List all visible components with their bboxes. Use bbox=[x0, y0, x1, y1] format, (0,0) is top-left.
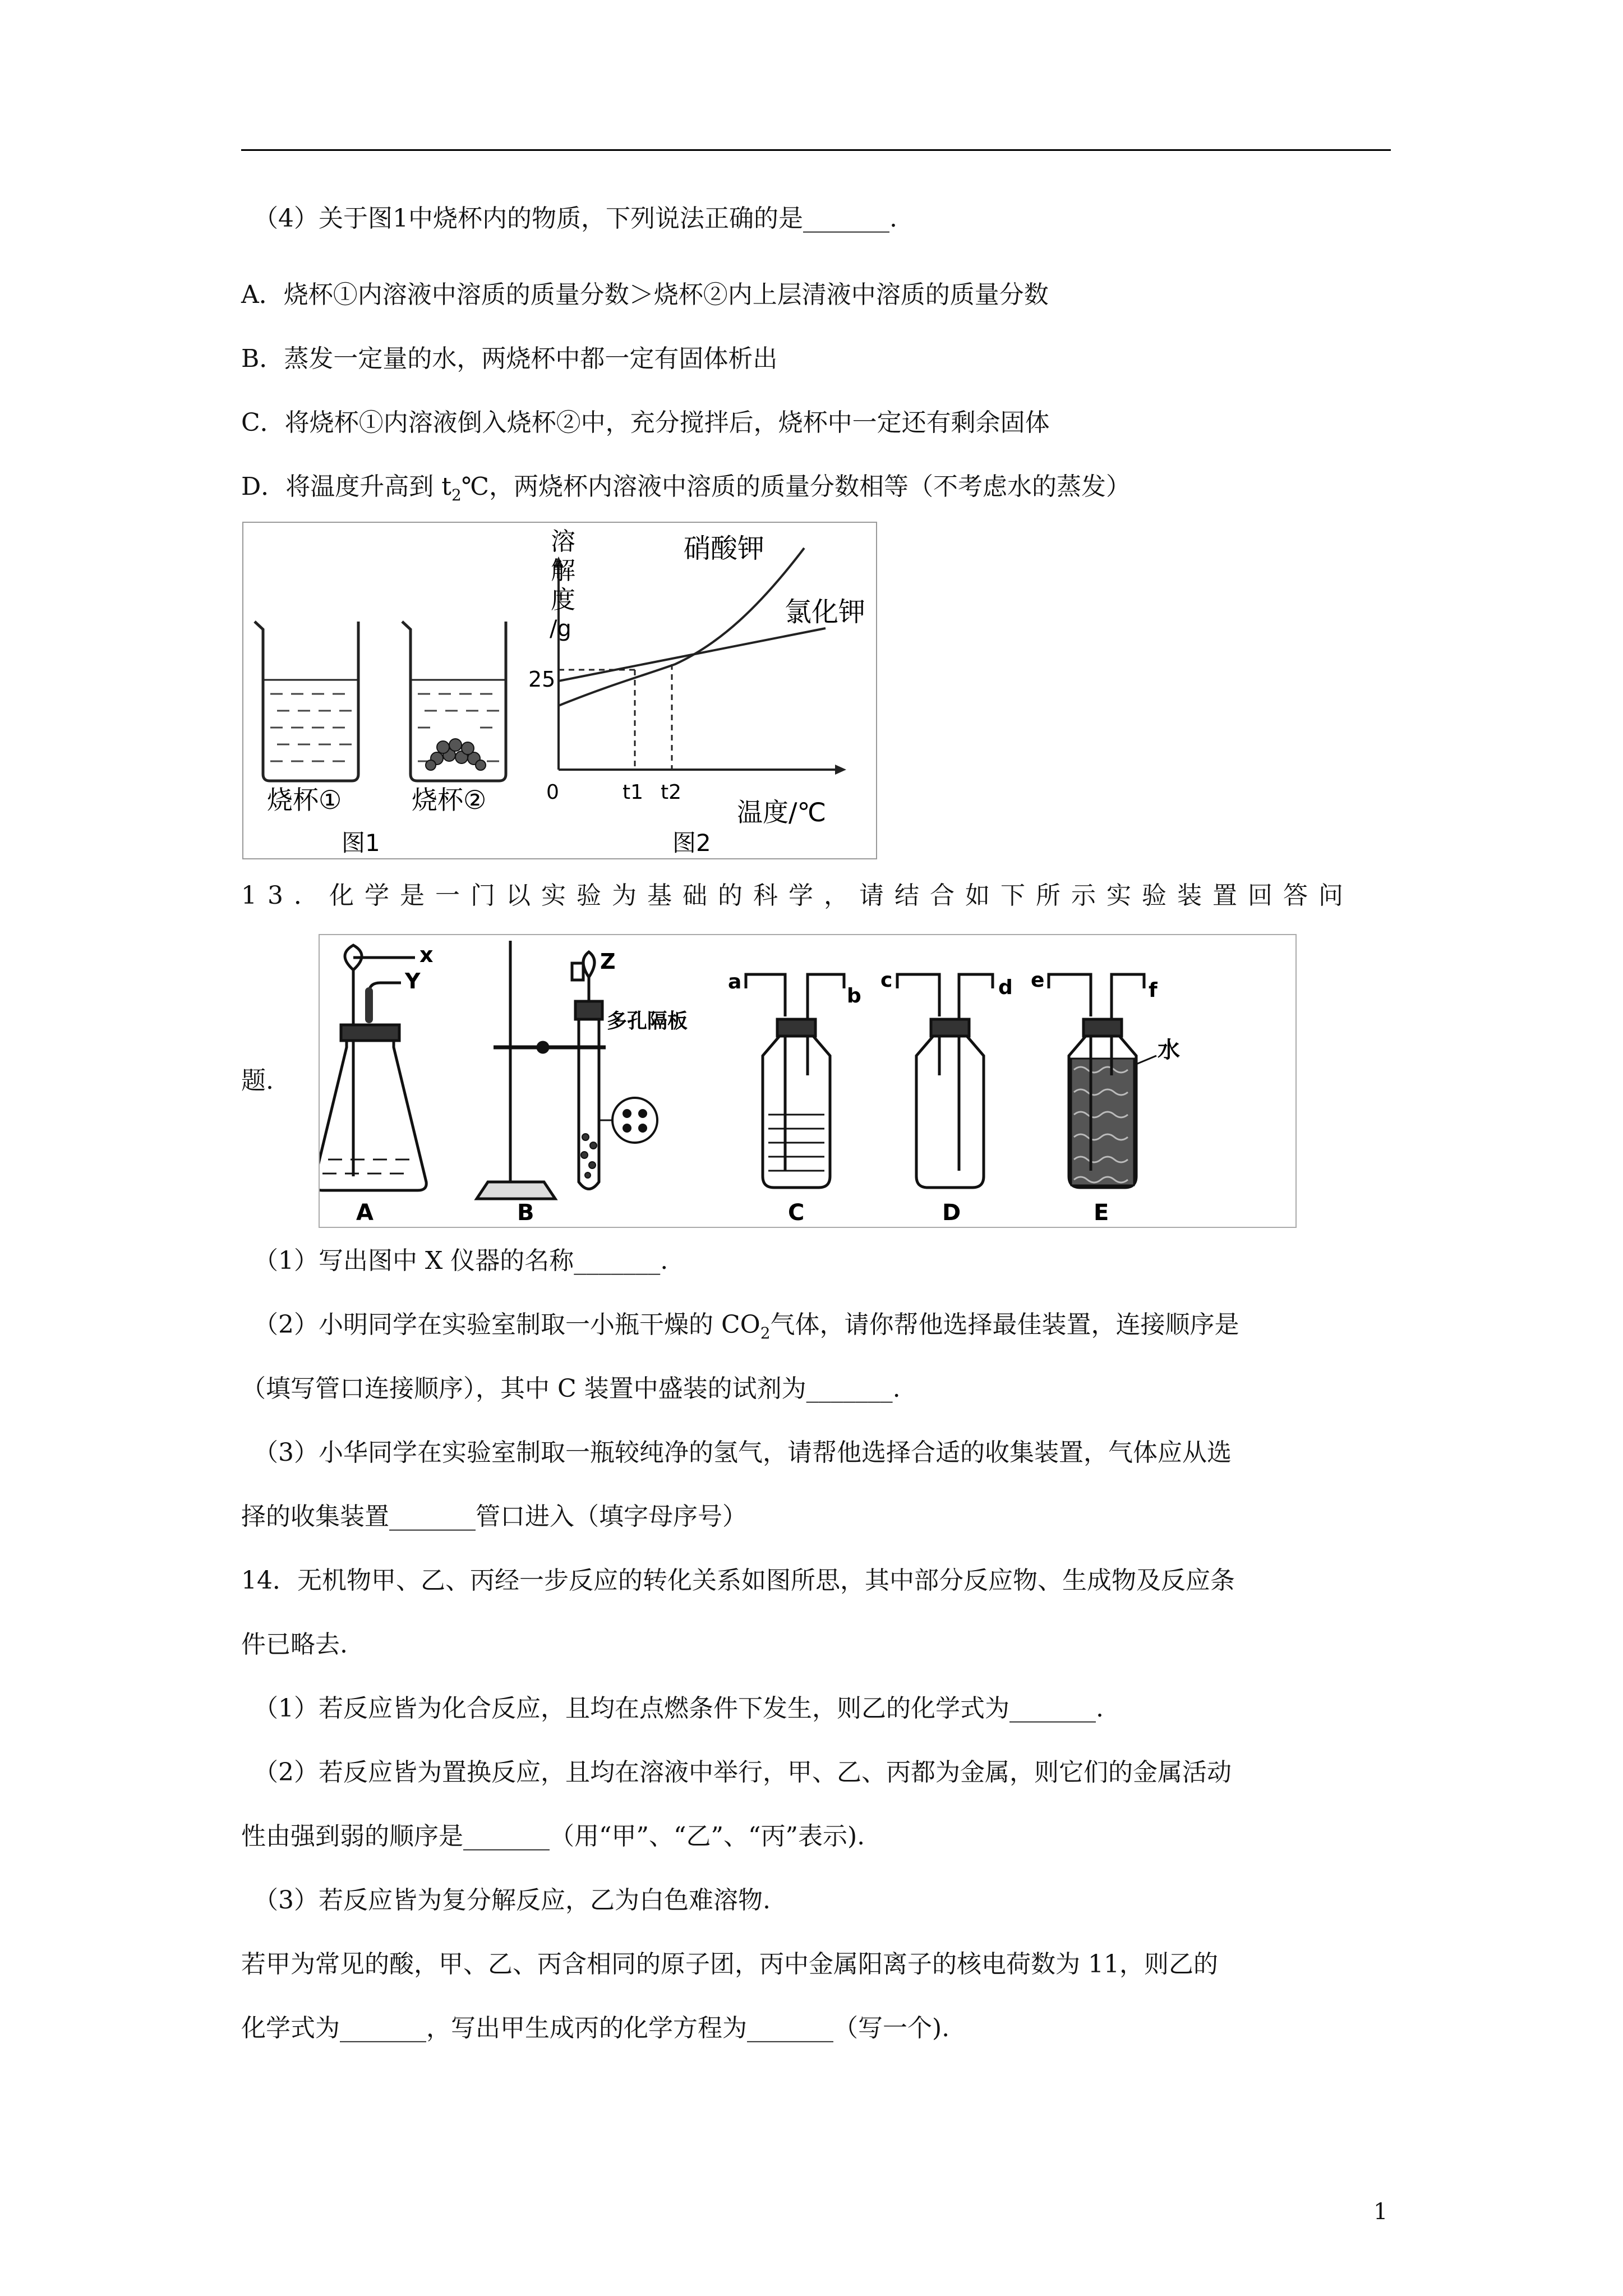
y-axis-label-2: 解 bbox=[551, 556, 575, 585]
label-f: f bbox=[1149, 979, 1158, 1002]
fig2-label: 图2 bbox=[672, 829, 711, 857]
q12-option-b: B．蒸发一定量的水，两烧杯中都一定有固体析出 bbox=[241, 344, 778, 373]
undissolved-solid bbox=[426, 739, 486, 770]
label-a: a bbox=[728, 970, 742, 993]
q14-part1: （1）若反应皆为化合反应，且均在点燃条件下发生，则乙的化学式为_______. bbox=[253, 1694, 1104, 1723]
q14-part2-line1: （2）若反应皆为置换反应，且均在溶液中举行，甲、乙、丙都为金属，则它们的金属活动 bbox=[253, 1758, 1232, 1787]
label-water: 水 bbox=[1158, 1037, 1180, 1063]
beaker-1 bbox=[255, 622, 358, 781]
beaker-2 bbox=[402, 622, 506, 781]
beaker-1-label: 烧杯① bbox=[267, 785, 342, 815]
label-e: e bbox=[1031, 969, 1045, 992]
figure-q12 bbox=[242, 522, 877, 859]
q14-intro-line2: 件已略去. bbox=[241, 1630, 348, 1659]
apparatus-e-label: E bbox=[1094, 1200, 1109, 1226]
apparatus-b bbox=[477, 941, 657, 1199]
q13-intro-line2: 题. bbox=[241, 1066, 274, 1095]
kno3-label: 硝酸钾 bbox=[684, 533, 765, 564]
q14-part3: （3）若反应皆为复分解反应，乙为白色难溶物. bbox=[253, 1886, 771, 1915]
tick-t2: t2 bbox=[661, 781, 682, 804]
apparatus-d bbox=[897, 974, 993, 1188]
q13-part2-line1: （2）小明同学在实验室制取一小瓶干燥的 $CO_2$气体，请你帮他选择最佳装置，连接顺序是 bbox=[253, 1310, 1239, 1342]
tick-t1: t1 bbox=[623, 781, 644, 804]
figure-q13-svg bbox=[320, 935, 1295, 1227]
origin-label: 0 bbox=[546, 781, 559, 804]
q12-option-c: C．将烧杯①内溶液倒入烧杯②中，充分搅拌后，烧杯中一定还有剩余固体 bbox=[241, 408, 1050, 437]
tick-25: 25 bbox=[528, 667, 556, 692]
q12-option-d: D．将温度升高到 $t_2℃$，两烧杯内溶液中溶质的质量分数相等（不考虑水的蒸发） bbox=[241, 472, 1131, 504]
apparatus-c bbox=[746, 974, 844, 1188]
beaker-2-label: 烧杯② bbox=[412, 785, 487, 815]
q14-part2-line2: 性由强到弱的顺序是_______（用“甲”、“乙”、“丙”表示). bbox=[241, 1822, 865, 1851]
q12-option-a: A．烧杯①内溶液中溶质的质量分数＞烧杯②内上层清液中溶质的质量分数 bbox=[241, 280, 1049, 309]
figure-q13 bbox=[319, 934, 1297, 1228]
label-porous-plate: 多孔隔板 bbox=[607, 1010, 688, 1033]
q14-part3-line2: 若甲为常见的酸，甲、乙、丙含相同的原子团，丙中金属阳离子的核电荷数为 11，则乙的 bbox=[241, 1950, 1218, 1978]
label-c: c bbox=[880, 969, 893, 992]
label-z: Z bbox=[600, 949, 616, 974]
apparatus-c-label: C bbox=[788, 1200, 805, 1226]
apparatus-e bbox=[1049, 974, 1156, 1188]
kno3-curve bbox=[559, 548, 804, 706]
figure-q12-svg bbox=[243, 523, 876, 858]
q14-part3-line3: 化学式为_______，写出甲生成丙的化学方程为_______（写一个). bbox=[241, 2014, 950, 2042]
q13-part2-line2: （填写管口连接顺序），其中 C 装置中盛装的试剂为_______. bbox=[241, 1374, 901, 1403]
x-axis-label: 温度/℃ bbox=[737, 797, 827, 827]
header-rule bbox=[241, 149, 1391, 151]
q13-intro-line1: 13．化学是一门以实验为基础的科学，请结合如下所示实验装置回答问 bbox=[241, 881, 1354, 910]
apparatus-d-label: D bbox=[942, 1200, 961, 1226]
q12-part4: （4）关于图1中烧杯内的物质，下列说法正确的是_______. bbox=[253, 204, 897, 233]
apparatus-a-label: A bbox=[356, 1200, 374, 1226]
kcl-label: 氯化钾 bbox=[785, 596, 866, 628]
apparatus-b-label: B bbox=[517, 1200, 534, 1226]
fig1-label: 图1 bbox=[342, 829, 380, 857]
q13-part3-line1: （3）小华同学在实验室制取一瓶较纯净的氢气，请帮他选择合适的收集装置，气体应从选 bbox=[253, 1438, 1232, 1467]
label-x: x bbox=[419, 942, 434, 967]
kcl-curve bbox=[559, 628, 826, 681]
label-d: d bbox=[998, 976, 1013, 999]
y-axis-label-3: 度 bbox=[551, 586, 575, 614]
solubility-graph bbox=[554, 548, 846, 775]
q13-part1: （1）写出图中 X 仪器的名称_______. bbox=[253, 1246, 668, 1275]
page-number: 1 bbox=[1373, 2199, 1388, 2225]
label-b: b bbox=[847, 984, 861, 1007]
q14-intro-line1: 14．无机物甲、乙、丙经一步反应的转化关系如图所思，其中部分反应物、生成物及反应条 bbox=[241, 1566, 1235, 1595]
label-y: Y bbox=[405, 969, 421, 993]
q13-part3-line2: 择的收集装置_______管口进入（填字母序号） bbox=[241, 1502, 747, 1531]
y-axis-label-1: 溶 bbox=[551, 527, 575, 556]
y-axis-label-4: /g bbox=[550, 616, 571, 642]
